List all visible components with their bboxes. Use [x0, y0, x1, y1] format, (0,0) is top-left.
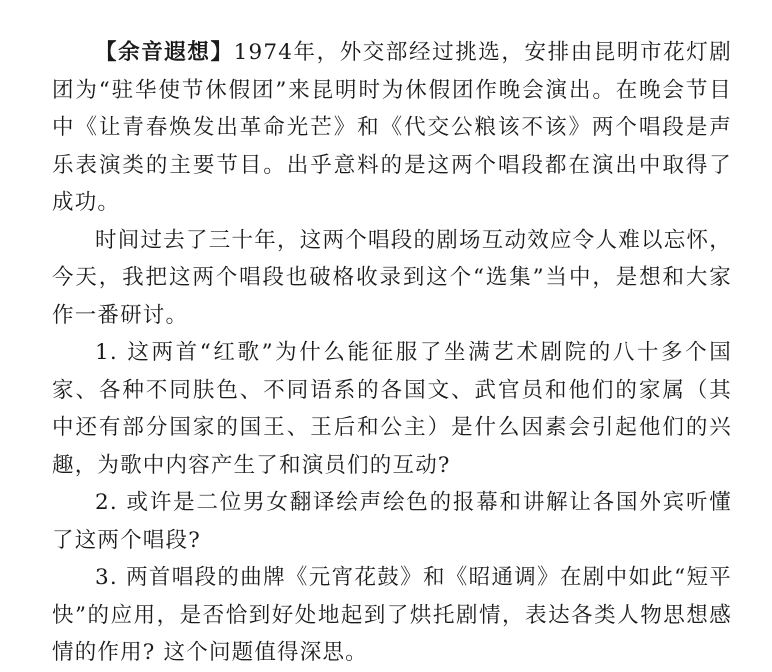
- paragraph-5: 3. 两首唱段的曲牌《元宵花鼓》和《昭通调》在剧中如此“短平快”的应用，是否恰到好处地起到了烘托剧情，表达各类人物思想感情的作用? 这个问题值得深思。: [52, 565, 732, 665]
- paragraph-3: 1. 这两首“红歌”为什么能征服了坐满艺术剧院的八十多个国家、各种不同肤色、不同语系的各国文、武官员和他们的家属（其中还有部分国家的国王、王后和公主）是什么因素会引起他们的兴趣，为歌中内容产生了和演员们的互动?: [52, 340, 732, 478]
- document-body: [52, 34, 732, 672]
- section-tag: 【余音遐想】: [95, 40, 234, 65]
- paragraph-4: 2. 或许是二位男女翻译绘声绘色的报幕和讲解让各国外宾听懂了这两个唱段?: [52, 490, 732, 553]
- paragraph-1-text: 1974年，外交部经过挑选，安排由昆明市花灯剧团为“驻华使节休假团”来昆明时为休假团作晚会演出。在晚会节目中《让青春焕发出革命光芒》和《代交公粮该不该》两个唱段是声乐表演类的主要节目。出乎意料的是这两个唱段都在演出中取得了成功。: [52, 40, 732, 215]
- paragraph-1: [52, 34, 732, 222]
- paragraph-2: 时间过去了三十年，这两个唱段的剧场互动效应令人难以忘怀，今天，我把这两个唱段也破格收录到这个“选集”当中，是想和大家作一番研讨。: [52, 227, 732, 328]
